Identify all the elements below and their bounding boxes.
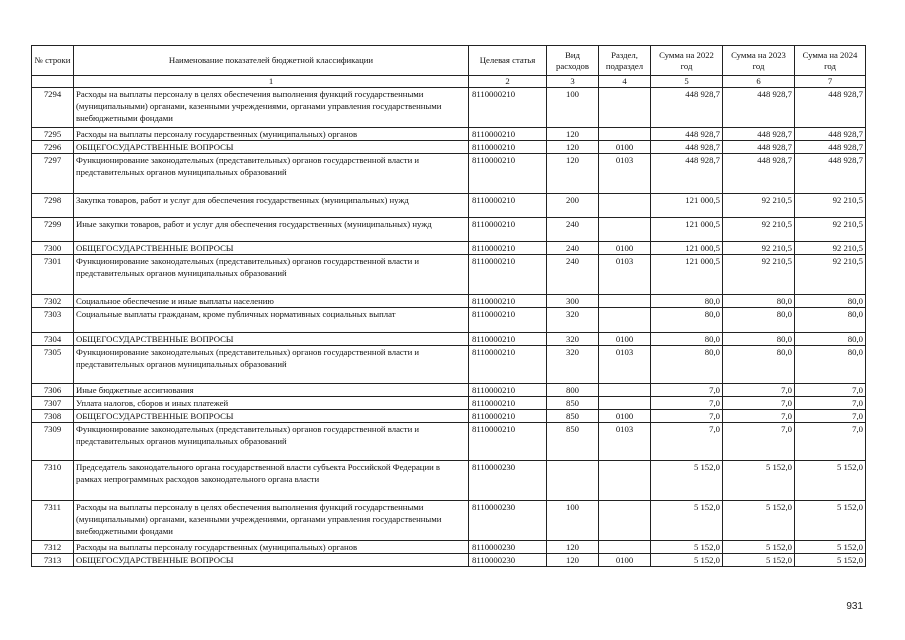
section-cell: 0103: [599, 255, 651, 295]
row-number-cell: 7309: [32, 423, 74, 461]
sum-2024-cell: 80,0: [795, 295, 866, 308]
sum-2022-cell: 5 152,0: [651, 554, 723, 567]
sum-2024-cell: 7,0: [795, 423, 866, 461]
target-article-cell: 8110000210: [469, 384, 547, 397]
section-cell: 0100: [599, 242, 651, 255]
target-article-cell: 8110000210: [469, 333, 547, 346]
section-cell: 0103: [599, 423, 651, 461]
expense-type-cell: 200: [547, 194, 599, 218]
section-cell: [599, 295, 651, 308]
sum-2022-cell: 80,0: [651, 308, 723, 333]
sum-2022-cell: 5 152,0: [651, 461, 723, 501]
sum-2024-cell: 5 152,0: [795, 554, 866, 567]
header-sum-2024: Сумма на 2024 год: [795, 46, 866, 76]
header-target-article: Целевая статья: [469, 46, 547, 76]
sum-2023-cell: 448 928,7: [723, 88, 795, 128]
row-number-cell: 7303: [32, 308, 74, 333]
sum-2022-cell: 80,0: [651, 346, 723, 384]
sum-2022-cell: 121 000,5: [651, 242, 723, 255]
table-row: [32, 308, 866, 333]
sum-2023-cell: 7,0: [723, 397, 795, 410]
indicator-name-cell: Функционирование законодательных (представительных) органов государственной власти и представительных органов муниципальных образований: [74, 346, 469, 384]
expense-type-cell: 120: [547, 128, 599, 141]
indicator-name-cell: Закупка товаров, работ и услуг для обеспечения государственных (муниципальных) нужд: [74, 194, 469, 218]
column-number: 4: [599, 76, 651, 88]
section-cell: [599, 461, 651, 501]
section-cell: 0100: [599, 410, 651, 423]
header-row: [32, 46, 866, 76]
header-sum-2022: Сумма на 2022 год: [651, 46, 723, 76]
expense-type-cell: 120: [547, 154, 599, 194]
expense-type-cell: 100: [547, 501, 599, 541]
sum-2023-cell: 448 928,7: [723, 154, 795, 194]
section-cell: [599, 308, 651, 333]
page-number: 931: [846, 601, 863, 612]
sum-2024-cell: 7,0: [795, 384, 866, 397]
expense-type-cell: 120: [547, 141, 599, 154]
table-row: [32, 242, 866, 255]
table-row: [32, 194, 866, 218]
table-row: [32, 397, 866, 410]
sum-2023-cell: 7,0: [723, 384, 795, 397]
target-article-cell: 8110000210: [469, 242, 547, 255]
row-number-cell: 7305: [32, 346, 74, 384]
sum-2023-cell: 92 210,5: [723, 218, 795, 242]
expense-type-cell: 100: [547, 88, 599, 128]
target-article-cell: 8110000230: [469, 554, 547, 567]
sum-2022-cell: 5 152,0: [651, 501, 723, 541]
sum-2024-cell: 5 152,0: [795, 501, 866, 541]
sum-2022-cell: 7,0: [651, 423, 723, 461]
sum-2024-cell: 5 152,0: [795, 461, 866, 501]
row-number-cell: 7295: [32, 128, 74, 141]
sum-2022-cell: 121 000,5: [651, 218, 723, 242]
column-number: 3: [547, 76, 599, 88]
column-number: 1: [74, 76, 469, 88]
indicator-name-cell: ОБЩЕГОСУДАРСТВЕННЫЕ ВОПРОСЫ: [74, 242, 469, 255]
sum-2023-cell: 80,0: [723, 295, 795, 308]
row-number-cell: 7301: [32, 255, 74, 295]
sum-2024-cell: 448 928,7: [795, 154, 866, 194]
sum-2023-cell: 7,0: [723, 423, 795, 461]
expense-type-cell: 240: [547, 255, 599, 295]
indicator-name-cell: Председатель законодательного органа государственной власти субъекта Российской Федерации в рамках непрограммных расходов законодательного органа власти: [74, 461, 469, 501]
sum-2023-cell: 448 928,7: [723, 128, 795, 141]
sum-2024-cell: 448 928,7: [795, 141, 866, 154]
row-number-cell: 7304: [32, 333, 74, 346]
section-cell: 0103: [599, 154, 651, 194]
target-article-cell: 8110000210: [469, 88, 547, 128]
header-section: Раздел, подраздел: [599, 46, 651, 76]
section-cell: 0100: [599, 141, 651, 154]
target-article-cell: 8110000230: [469, 501, 547, 541]
sum-2023-cell: 5 152,0: [723, 461, 795, 501]
expense-type-cell: 320: [547, 333, 599, 346]
row-number-cell: 7296: [32, 141, 74, 154]
table-row: [32, 154, 866, 194]
header-row-number: № строки: [32, 46, 74, 76]
indicator-name-cell: ОБЩЕГОСУДАРСТВЕННЫЕ ВОПРОСЫ: [74, 554, 469, 567]
sum-2022-cell: 448 928,7: [651, 88, 723, 128]
row-number-cell: 7297: [32, 154, 74, 194]
sum-2022-cell: 448 928,7: [651, 128, 723, 141]
indicator-name-cell: Расходы на выплаты персоналу государственных (муниципальных) органов: [74, 541, 469, 554]
expense-type-cell: [547, 461, 599, 501]
table-row: [32, 88, 866, 128]
row-number-cell: 7308: [32, 410, 74, 423]
table-row: [32, 410, 866, 423]
table-row: [32, 554, 866, 567]
indicator-name-cell: ОБЩЕГОСУДАРСТВЕННЫЕ ВОПРОСЫ: [74, 141, 469, 154]
target-article-cell: 8110000210: [469, 308, 547, 333]
target-article-cell: 8110000210: [469, 410, 547, 423]
indicator-name-cell: Уплата налогов, сборов и иных платежей: [74, 397, 469, 410]
table-row: [32, 501, 866, 541]
target-article-cell: 8110000230: [469, 541, 547, 554]
sum-2024-cell: 7,0: [795, 397, 866, 410]
indicator-name-cell: ОБЩЕГОСУДАРСТВЕННЫЕ ВОПРОСЫ: [74, 410, 469, 423]
sum-2024-cell: 92 210,5: [795, 242, 866, 255]
indicator-name-cell: Социальное обеспечение и иные выплаты населению: [74, 295, 469, 308]
sum-2022-cell: 7,0: [651, 397, 723, 410]
sum-2023-cell: 80,0: [723, 333, 795, 346]
table-row: [32, 541, 866, 554]
sum-2023-cell: 5 152,0: [723, 501, 795, 541]
sum-2024-cell: 80,0: [795, 308, 866, 333]
expense-type-cell: 300: [547, 295, 599, 308]
table-row: [32, 384, 866, 397]
expense-type-cell: 850: [547, 397, 599, 410]
sum-2024-cell: 80,0: [795, 346, 866, 384]
indicator-name-cell: Расходы на выплаты персоналу государственных (муниципальных) органов: [74, 128, 469, 141]
row-number-cell: 7302: [32, 295, 74, 308]
target-article-cell: 8110000210: [469, 346, 547, 384]
sum-2022-cell: 80,0: [651, 333, 723, 346]
target-article-cell: 8110000210: [469, 128, 547, 141]
column-number: 6: [723, 76, 795, 88]
sum-2024-cell: 5 152,0: [795, 541, 866, 554]
section-cell: [599, 128, 651, 141]
sum-2023-cell: 80,0: [723, 346, 795, 384]
indicator-name-cell: Расходы на выплаты персоналу в целях обеспечения выполнения функций государственными (муниципальными) органами, казенными учреждениями, органами управления государственными внебюджетными фондами: [74, 88, 469, 128]
sum-2024-cell: 92 210,5: [795, 255, 866, 295]
target-article-cell: 8110000210: [469, 194, 547, 218]
expense-type-cell: 320: [547, 346, 599, 384]
indicator-name-cell: Иные бюджетные ассигнования: [74, 384, 469, 397]
section-cell: [599, 541, 651, 554]
sum-2022-cell: 448 928,7: [651, 141, 723, 154]
row-number-cell: 7298: [32, 194, 74, 218]
table-row: [32, 333, 866, 346]
section-cell: 0103: [599, 346, 651, 384]
row-number-cell: 7306: [32, 384, 74, 397]
target-article-cell: 8110000210: [469, 154, 547, 194]
sum-2024-cell: 92 210,5: [795, 194, 866, 218]
column-number: 2: [469, 76, 547, 88]
column-number: 5: [651, 76, 723, 88]
table-row: [32, 461, 866, 501]
expense-type-cell: 120: [547, 541, 599, 554]
sum-2023-cell: 80,0: [723, 308, 795, 333]
row-number-cell: 7307: [32, 397, 74, 410]
table-row: [32, 255, 866, 295]
column-number-row: [32, 76, 866, 88]
header-expense-type: Вид расходов: [547, 46, 599, 76]
row-number-cell: 7294: [32, 88, 74, 128]
header-indicator-name: Наименование показателей бюджетной классификации: [74, 46, 469, 76]
table-row: [32, 128, 866, 141]
row-number-cell: 7299: [32, 218, 74, 242]
indicator-name-cell: Функционирование законодательных (представительных) органов государственной власти и представительных органов муниципальных образований: [74, 154, 469, 194]
row-number-cell: 7300: [32, 242, 74, 255]
sum-2022-cell: 5 152,0: [651, 541, 723, 554]
expense-type-cell: 850: [547, 410, 599, 423]
sum-2022-cell: 7,0: [651, 384, 723, 397]
row-number-cell: 7312: [32, 541, 74, 554]
expense-type-cell: 120: [547, 554, 599, 567]
section-cell: [599, 397, 651, 410]
indicator-name-cell: Расходы на выплаты персоналу в целях обеспечения выполнения функций государственными (муниципальными) органами, казенными учреждениями, органами управления государственными внебюджетными фондами: [74, 501, 469, 541]
budget-table: [31, 45, 866, 567]
table-row: [32, 141, 866, 154]
table-row: [32, 218, 866, 242]
column-number: [32, 76, 74, 88]
section-cell: [599, 501, 651, 541]
sum-2024-cell: 92 210,5: [795, 218, 866, 242]
sum-2024-cell: 80,0: [795, 333, 866, 346]
sum-2022-cell: 121 000,5: [651, 194, 723, 218]
section-cell: [599, 88, 651, 128]
target-article-cell: 8110000210: [469, 218, 547, 242]
expense-type-cell: 320: [547, 308, 599, 333]
sum-2024-cell: 448 928,7: [795, 88, 866, 128]
sum-2023-cell: 5 152,0: [723, 541, 795, 554]
section-cell: 0100: [599, 554, 651, 567]
table-row: [32, 295, 866, 308]
sum-2022-cell: 448 928,7: [651, 154, 723, 194]
sum-2023-cell: 92 210,5: [723, 255, 795, 295]
indicator-name-cell: Функционирование законодательных (представительных) органов государственной власти и представительных органов муниципальных образований: [74, 423, 469, 461]
target-article-cell: 8110000230: [469, 461, 547, 501]
table-row: [32, 423, 866, 461]
sum-2023-cell: 7,0: [723, 410, 795, 423]
sum-2024-cell: 7,0: [795, 410, 866, 423]
sum-2023-cell: 448 928,7: [723, 141, 795, 154]
sum-2023-cell: 92 210,5: [723, 242, 795, 255]
expense-type-cell: 240: [547, 218, 599, 242]
sum-2023-cell: 5 152,0: [723, 554, 795, 567]
expense-type-cell: 850: [547, 423, 599, 461]
indicator-name-cell: Иные закупки товаров, работ и услуг для обеспечения государственных (муниципальных) нужд: [74, 218, 469, 242]
header-sum-2023: Сумма на 2023 год: [723, 46, 795, 76]
target-article-cell: 8110000210: [469, 295, 547, 308]
sum-2022-cell: 121 000,5: [651, 255, 723, 295]
row-number-cell: 7310: [32, 461, 74, 501]
expense-type-cell: 240: [547, 242, 599, 255]
indicator-name-cell: ОБЩЕГОСУДАРСТВЕННЫЕ ВОПРОСЫ: [74, 333, 469, 346]
expense-type-cell: 800: [547, 384, 599, 397]
target-article-cell: 8110000210: [469, 423, 547, 461]
sum-2024-cell: 448 928,7: [795, 128, 866, 141]
section-cell: [599, 194, 651, 218]
target-article-cell: 8110000210: [469, 397, 547, 410]
section-cell: 0100: [599, 333, 651, 346]
table-row: [32, 346, 866, 384]
target-article-cell: 8110000210: [469, 255, 547, 295]
sum-2023-cell: 92 210,5: [723, 194, 795, 218]
indicator-name-cell: Функционирование законодательных (представительных) органов государственной власти и представительных органов муниципальных образований: [74, 255, 469, 295]
indicator-name-cell: Социальные выплаты гражданам, кроме публичных нормативных социальных выплат: [74, 308, 469, 333]
column-number: 7: [795, 76, 866, 88]
row-number-cell: 7311: [32, 501, 74, 541]
sum-2022-cell: 7,0: [651, 410, 723, 423]
row-number-cell: 7313: [32, 554, 74, 567]
target-article-cell: 8110000210: [469, 141, 547, 154]
sum-2022-cell: 80,0: [651, 295, 723, 308]
section-cell: [599, 218, 651, 242]
section-cell: [599, 384, 651, 397]
